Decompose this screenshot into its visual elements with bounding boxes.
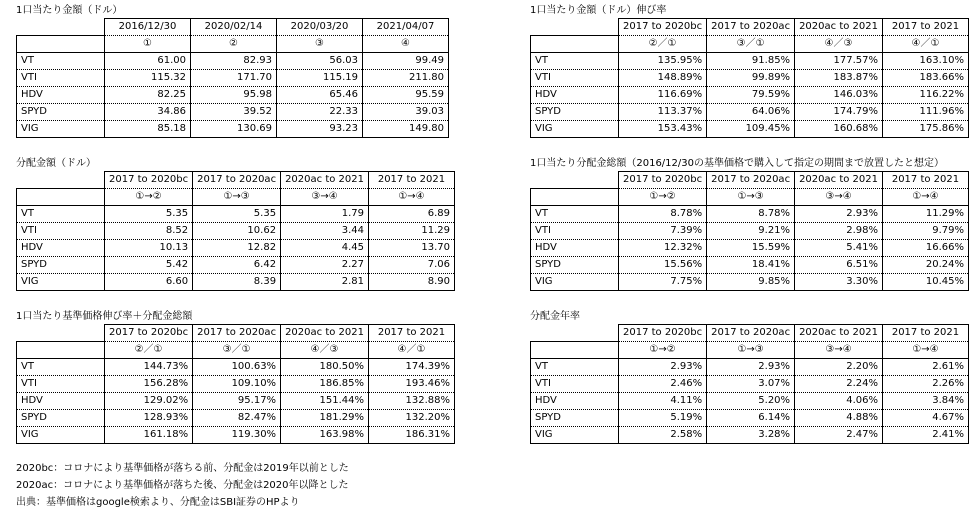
column-header: 2020ac to 2021 [795, 325, 883, 342]
corner-cell [17, 325, 105, 342]
row-label: VT [17, 359, 105, 376]
value-cell: 115.19 [277, 70, 363, 87]
row-label: VT [531, 53, 619, 70]
row-label: VT [17, 206, 105, 223]
value-cell: 130.69 [191, 121, 277, 138]
value-cell: 82.93 [191, 53, 277, 70]
value-cell: 3.84% [882, 393, 968, 410]
value-cell: 2.46% [619, 376, 707, 393]
row-label: HDV [531, 393, 619, 410]
value-cell: 11.29 [368, 223, 454, 240]
value-cell: 174.39% [368, 359, 454, 376]
value-cell: 8.78% [619, 206, 707, 223]
value-cell: 2.41% [882, 427, 968, 444]
value-cell: 95.98 [191, 87, 277, 104]
value-cell: 146.03% [795, 87, 883, 104]
table-row [17, 121, 449, 138]
value-cell: 4.11% [619, 393, 707, 410]
row-label: VTI [531, 223, 619, 240]
table-row [17, 206, 455, 223]
column-symbol: ② [191, 36, 277, 53]
corner-cell [531, 172, 619, 189]
value-cell: 9.85% [707, 274, 795, 291]
table-row [531, 223, 969, 240]
value-cell: 20.24% [882, 257, 968, 274]
data-table [16, 171, 455, 291]
value-cell: 109.10% [193, 376, 281, 393]
column-symbol: ③→④ [795, 342, 883, 359]
value-cell: 61.00 [105, 53, 191, 70]
column-symbol: ①→② [105, 189, 193, 206]
column-header: 2020ac to 2021 [795, 172, 883, 189]
column-symbol: ②／① [105, 342, 193, 359]
table-row [17, 427, 455, 444]
table-title: 分配金年率 [530, 311, 580, 322]
value-cell: 10.45% [882, 274, 968, 291]
column-symbol: ④／③ [281, 342, 369, 359]
value-cell: 79.59% [707, 87, 795, 104]
value-cell: 211.80 [363, 70, 449, 87]
value-cell: 2.93% [707, 359, 795, 376]
row-label: VIG [17, 121, 105, 138]
value-cell: 149.80 [363, 121, 449, 138]
column-header: 2020ac to 2021 [281, 325, 369, 342]
table-row [17, 393, 455, 410]
column-header: 2017 to 2020bc [105, 325, 193, 342]
symbol-row [17, 36, 449, 53]
header-row [531, 172, 969, 189]
value-cell: 82.47% [193, 410, 281, 427]
row-label: VIG [17, 427, 105, 444]
row-label: SPYD [531, 257, 619, 274]
header-row [531, 19, 969, 36]
table-row [17, 104, 449, 121]
column-symbol: ①→② [619, 189, 707, 206]
column-header: 2020ac to 2021 [281, 172, 369, 189]
value-cell: 12.82 [193, 240, 281, 257]
column-symbol: ②／① [619, 36, 707, 53]
value-cell: 151.44% [281, 393, 369, 410]
table-title: 1口当たり金額（ドル） [16, 5, 123, 16]
symbol-label-cell [17, 342, 105, 359]
column-symbol: ③／① [707, 36, 795, 53]
value-cell: 5.42 [105, 257, 193, 274]
row-label: SPYD [17, 410, 105, 427]
value-cell: 9.79% [882, 223, 968, 240]
column-symbol: ③→④ [281, 189, 369, 206]
row-label: VTI [17, 70, 105, 87]
row-label: SPYD [531, 104, 619, 121]
row-label: VT [531, 359, 619, 376]
value-cell: 99.49 [363, 53, 449, 70]
value-cell: 82.25 [105, 87, 191, 104]
data-table [530, 171, 969, 291]
value-cell: 100.63% [193, 359, 281, 376]
value-cell: 5.41% [795, 240, 883, 257]
value-cell: 8.78% [707, 206, 795, 223]
value-cell: 161.18% [105, 427, 193, 444]
column-symbol: ①→④ [882, 342, 968, 359]
row-label: SPYD [17, 104, 105, 121]
symbol-label-cell [531, 342, 619, 359]
symbol-row [17, 189, 455, 206]
table-unit-price [16, 4, 449, 138]
value-cell: 15.56% [619, 257, 707, 274]
value-cell: 4.88% [795, 410, 883, 427]
value-cell: 171.70 [191, 70, 277, 87]
value-cell: 6.51% [795, 257, 883, 274]
table-row [531, 121, 969, 138]
column-header: 2017 to 2020ac [193, 325, 281, 342]
note-source: 出典：基準価格はgoogle検索より、分配金はSBI証券のHPより [16, 497, 300, 508]
value-cell: 109.45% [707, 121, 795, 138]
row-label: SPYD [531, 410, 619, 427]
value-cell: 132.88% [368, 393, 454, 410]
column-symbol: ① [105, 36, 191, 53]
value-cell: 113.37% [619, 104, 707, 121]
column-header: 2017 to 2020bc [105, 172, 193, 189]
row-label: VIG [531, 427, 619, 444]
column-header: 2020/02/14 [191, 19, 277, 36]
column-symbol: ④ [363, 36, 449, 53]
value-cell: 3.28% [707, 427, 795, 444]
column-header: 2017 to 2020bc [619, 19, 707, 36]
value-cell: 99.89% [707, 70, 795, 87]
value-cell: 193.46% [368, 376, 454, 393]
table-dividend-annual-rate [530, 310, 969, 444]
corner-cell [531, 325, 619, 342]
data-table [530, 324, 969, 444]
value-cell: 6.42 [193, 257, 281, 274]
value-cell: 3.30% [795, 274, 883, 291]
table-row [531, 206, 969, 223]
table-row [17, 274, 455, 291]
value-cell: 144.73% [105, 359, 193, 376]
column-symbol: ④／① [882, 36, 968, 53]
value-cell: 6.14% [707, 410, 795, 427]
column-symbol: ①→② [619, 342, 707, 359]
column-header: 2017 to 2021 [368, 325, 454, 342]
column-symbol: ①→④ [368, 189, 454, 206]
data-table [530, 18, 969, 138]
value-cell: 10.13 [105, 240, 193, 257]
row-label: HDV [531, 240, 619, 257]
value-cell: 34.86 [105, 104, 191, 121]
symbol-label-cell [531, 36, 619, 53]
value-cell: 64.06% [707, 104, 795, 121]
value-cell: 7.75% [619, 274, 707, 291]
value-cell: 18.41% [707, 257, 795, 274]
table-row [17, 257, 455, 274]
table-row [531, 393, 969, 410]
corner-cell [531, 19, 619, 36]
row-label: VTI [531, 70, 619, 87]
value-cell: 6.89 [368, 206, 454, 223]
value-cell: 95.17% [193, 393, 281, 410]
table-row [531, 359, 969, 376]
value-cell: 4.67% [882, 410, 968, 427]
value-cell: 2.61% [882, 359, 968, 376]
value-cell: 2.26% [882, 376, 968, 393]
row-label: HDV [17, 393, 105, 410]
table-title: 1口当たり金額（ドル）伸び率 [530, 5, 667, 16]
table-row [531, 410, 969, 427]
value-cell: 4.06% [795, 393, 883, 410]
value-cell: 132.20% [368, 410, 454, 427]
value-cell: 93.23 [277, 121, 363, 138]
corner-cell [17, 19, 105, 36]
value-cell: 39.03 [363, 104, 449, 121]
value-cell: 65.46 [277, 87, 363, 104]
row-label: VIG [531, 274, 619, 291]
table-row [17, 87, 449, 104]
row-label: SPYD [17, 257, 105, 274]
column-header: 2017 to 2020ac [707, 172, 795, 189]
value-cell: 95.59 [363, 87, 449, 104]
value-cell: 91.85% [707, 53, 795, 70]
table-row [17, 376, 455, 393]
value-cell: 2.24% [795, 376, 883, 393]
value-cell: 2.93% [619, 359, 707, 376]
symbol-label-cell [531, 189, 619, 206]
table-row [17, 53, 449, 70]
table-row [17, 70, 449, 87]
value-cell: 3.44 [281, 223, 369, 240]
table-row [531, 87, 969, 104]
value-cell: 115.32 [105, 70, 191, 87]
column-header: 2017 to 2020bc [619, 325, 707, 342]
column-symbol: ①→③ [193, 189, 281, 206]
value-cell: 186.31% [368, 427, 454, 444]
value-cell: 180.50% [281, 359, 369, 376]
table-row [531, 240, 969, 257]
value-cell: 8.39 [193, 274, 281, 291]
value-cell: 10.62 [193, 223, 281, 240]
row-label: VTI [17, 223, 105, 240]
value-cell: 163.10% [882, 53, 968, 70]
value-cell: 3.07% [707, 376, 795, 393]
symbol-row [531, 342, 969, 359]
value-cell: 56.03 [277, 53, 363, 70]
column-header: 2017 to 2021 [882, 325, 968, 342]
column-symbol: ①→③ [707, 342, 795, 359]
header-row [17, 19, 449, 36]
value-cell: 181.29% [281, 410, 369, 427]
value-cell: 128.93% [105, 410, 193, 427]
table-row [17, 223, 455, 240]
value-cell: 7.39% [619, 223, 707, 240]
value-cell: 2.81 [281, 274, 369, 291]
value-cell: 183.66% [882, 70, 968, 87]
value-cell: 5.35 [105, 206, 193, 223]
value-cell: 1.79 [281, 206, 369, 223]
table-growth-plus-dividend [16, 310, 455, 444]
column-header: 2017 to 2020ac [193, 172, 281, 189]
notes [16, 460, 349, 511]
row-label: HDV [531, 87, 619, 104]
value-cell: 156.28% [105, 376, 193, 393]
row-label: HDV [17, 240, 105, 257]
column-symbol: ③ [277, 36, 363, 53]
value-cell: 5.19% [619, 410, 707, 427]
note-2020ac: 2020ac：コロナにより基準価格が落ちた後、分配金は2020年以降とした [16, 480, 349, 491]
value-cell: 129.02% [105, 393, 193, 410]
note-2020bc: 2020bc：コロナにより基準価格が落ちる前、分配金は2019年以前とした [16, 463, 349, 474]
column-header: 2016/12/30 [105, 19, 191, 36]
value-cell: 163.98% [281, 427, 369, 444]
value-cell: 16.66% [882, 240, 968, 257]
value-cell: 13.70 [368, 240, 454, 257]
row-label: VTI [531, 376, 619, 393]
column-header: 2017 to 2021 [882, 172, 968, 189]
value-cell: 5.20% [707, 393, 795, 410]
value-cell: 2.47% [795, 427, 883, 444]
value-cell: 135.95% [619, 53, 707, 70]
column-symbol: ④／③ [795, 36, 883, 53]
symbol-label-cell [17, 36, 105, 53]
value-cell: 116.22% [882, 87, 968, 104]
column-header: 2017 to 2020bc [619, 172, 707, 189]
value-cell: 183.87% [795, 70, 883, 87]
table-dividend-amount [16, 157, 455, 291]
row-label: VT [531, 206, 619, 223]
column-header: 2017 to 2020ac [707, 325, 795, 342]
value-cell: 2.20% [795, 359, 883, 376]
value-cell: 153.43% [619, 121, 707, 138]
column-header: 2020/03/20 [277, 19, 363, 36]
column-header: 2021/04/07 [363, 19, 449, 36]
value-cell: 111.96% [882, 104, 968, 121]
value-cell: 177.57% [795, 53, 883, 70]
column-symbol: ①→④ [882, 189, 968, 206]
column-header: 2017 to 2021 [368, 172, 454, 189]
symbol-row [17, 342, 455, 359]
column-symbol: ①→③ [707, 189, 795, 206]
row-label: VT [17, 53, 105, 70]
header-row [17, 325, 455, 342]
value-cell: 5.35 [193, 206, 281, 223]
column-symbol: ④／① [368, 342, 454, 359]
value-cell: 2.27 [281, 257, 369, 274]
value-cell: 2.58% [619, 427, 707, 444]
column-header: 2020ac to 2021 [795, 19, 883, 36]
table-row [17, 240, 455, 257]
value-cell: 9.21% [707, 223, 795, 240]
value-cell: 12.32% [619, 240, 707, 257]
row-label: HDV [17, 87, 105, 104]
column-header: 2017 to 2020ac [707, 19, 795, 36]
value-cell: 2.93% [795, 206, 883, 223]
value-cell: 22.33 [277, 104, 363, 121]
value-cell: 39.52 [191, 104, 277, 121]
corner-cell [17, 172, 105, 189]
value-cell: 11.29% [882, 206, 968, 223]
value-cell: 174.79% [795, 104, 883, 121]
table-row [17, 359, 455, 376]
value-cell: 8.90 [368, 274, 454, 291]
table-row [17, 410, 455, 427]
row-label: VIG [531, 121, 619, 138]
symbol-label-cell [17, 189, 105, 206]
data-table [16, 18, 449, 138]
column-symbol: ③／① [193, 342, 281, 359]
symbol-row [531, 189, 969, 206]
value-cell: 119.30% [193, 427, 281, 444]
table-title: 1口当たり分配金総額（2016/12/30の基準価格で購入して指定の期間まで放置したと想定） [530, 158, 944, 169]
row-label: VTI [17, 376, 105, 393]
table-title: 分配金額（ドル） [16, 158, 96, 169]
row-label: VIG [17, 274, 105, 291]
table-row [531, 376, 969, 393]
value-cell: 175.86% [882, 121, 968, 138]
value-cell: 4.45 [281, 240, 369, 257]
table-price-growth [530, 4, 969, 138]
table-row [531, 70, 969, 87]
column-header: 2017 to 2021 [882, 19, 968, 36]
value-cell: 2.98% [795, 223, 883, 240]
table-row [531, 274, 969, 291]
header-row [17, 172, 455, 189]
value-cell: 85.18 [105, 121, 191, 138]
table-dividend-total [530, 157, 969, 291]
value-cell: 148.89% [619, 70, 707, 87]
table-row [531, 53, 969, 70]
value-cell: 8.52 [105, 223, 193, 240]
header-row [531, 325, 969, 342]
value-cell: 186.85% [281, 376, 369, 393]
table-row [531, 104, 969, 121]
value-cell: 160.68% [795, 121, 883, 138]
column-symbol: ③→④ [795, 189, 883, 206]
table-row [531, 257, 969, 274]
value-cell: 6.60 [105, 274, 193, 291]
value-cell: 15.59% [707, 240, 795, 257]
symbol-row [531, 36, 969, 53]
value-cell: 7.06 [368, 257, 454, 274]
data-table [16, 324, 455, 444]
table-row [531, 427, 969, 444]
value-cell: 116.69% [619, 87, 707, 104]
table-title: 1口当たり基準価格伸び率＋分配金総額 [16, 311, 193, 322]
